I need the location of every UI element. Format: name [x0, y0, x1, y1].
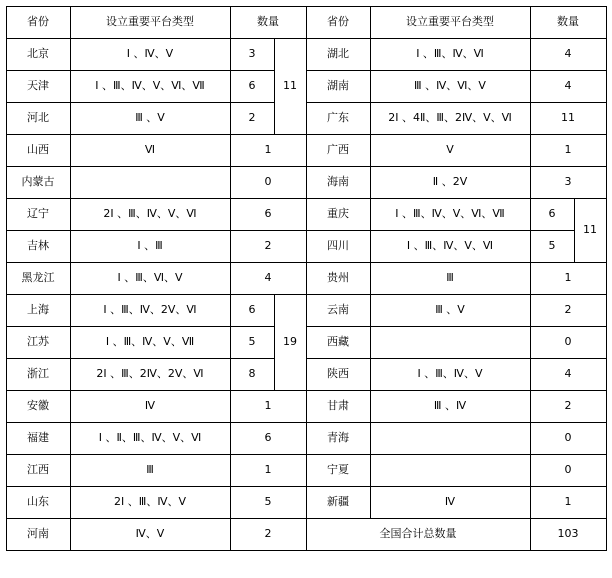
cell-type: Ⅰ 、Ⅲ、Ⅳ、Ⅵ [370, 39, 530, 71]
cell-province: 天津 [6, 71, 70, 103]
cell-type [370, 327, 530, 359]
cell-quantity: 0 [530, 327, 606, 359]
cell-quantity: 1 [530, 487, 606, 519]
cell-quantity: 6 [530, 199, 574, 231]
total-value: 103 [530, 519, 606, 551]
header-province-right: 省份 [306, 7, 370, 39]
cell-group-sum: 11 [574, 199, 606, 263]
header-quantity-right: 数量 [530, 7, 606, 39]
cell-province: 浙江 [6, 359, 70, 391]
cell-quantity: 2 [530, 391, 606, 423]
cell-province: 陕西 [306, 359, 370, 391]
table-row [6, 327, 606, 359]
cell-type: Ⅲ 、Ⅳ、Ⅵ、Ⅴ [370, 71, 530, 103]
cell-type: Ⅰ 、Ⅲ、Ⅳ、Ⅴ、Ⅵ [370, 231, 530, 263]
cell-province: 内蒙古 [6, 167, 70, 199]
table-row [6, 487, 606, 519]
cell-quantity: 2 [530, 295, 606, 327]
cell-quantity: 8 [230, 359, 274, 391]
header-province-left: 省份 [6, 7, 70, 39]
cell-quantity: 1 [530, 263, 606, 295]
cell-quantity: 2 [230, 103, 274, 135]
table-row [6, 231, 606, 263]
cell-province: 广西 [306, 135, 370, 167]
table-row [6, 391, 606, 423]
cell-province: 福建 [6, 423, 70, 455]
cell-province: 江苏 [6, 327, 70, 359]
table-header-row [6, 7, 606, 39]
cell-province: 河北 [6, 103, 70, 135]
cell-group-sum: 19 [274, 295, 306, 391]
table-total-row [6, 519, 606, 551]
cell-type: Ⅲ [70, 455, 230, 487]
cell-quantity: 11 [530, 103, 606, 135]
table-row [6, 359, 606, 391]
cell-province: 广东 [306, 103, 370, 135]
table-row [6, 455, 606, 487]
cell-quantity: 0 [530, 423, 606, 455]
cell-quantity: 0 [230, 167, 306, 199]
cell-type: Ⅳ [70, 391, 230, 423]
cell-quantity: 1 [230, 455, 306, 487]
cell-quantity: 4 [530, 39, 606, 71]
cell-type: 2Ⅰ 、Ⅲ、Ⅳ、Ⅴ [70, 487, 230, 519]
cell-type: 2Ⅰ 、4Ⅱ、Ⅲ、2Ⅳ、Ⅴ、Ⅵ [370, 103, 530, 135]
cell-province: 海南 [306, 167, 370, 199]
cell-quantity: 6 [230, 295, 274, 327]
header-quantity-left: 数量 [230, 7, 306, 39]
cell-type: Ⅰ 、Ⅲ、Ⅳ、Ⅴ、Ⅶ [70, 327, 230, 359]
cell-quantity: 5 [230, 327, 274, 359]
cell-province: 河南 [6, 519, 70, 551]
cell-type: Ⅳ、Ⅴ [70, 519, 230, 551]
cell-type: Ⅰ 、Ⅳ、Ⅴ [70, 39, 230, 71]
cell-quantity: 5 [530, 231, 574, 263]
cell-quantity: 0 [530, 455, 606, 487]
cell-type: Ⅰ 、Ⅱ、Ⅲ、Ⅳ、Ⅴ、Ⅵ [70, 423, 230, 455]
cell-type: Ⅳ [370, 487, 530, 519]
cell-type: Ⅲ [370, 263, 530, 295]
cell-quantity: 1 [230, 391, 306, 423]
cell-type: Ⅰ 、Ⅲ、Ⅳ、Ⅴ、Ⅵ、Ⅶ [70, 71, 230, 103]
cell-group-sum: 11 [274, 39, 306, 135]
cell-type: Ⅰ 、Ⅲ、Ⅳ、Ⅴ、Ⅵ、Ⅶ [370, 199, 530, 231]
cell-province: 青海 [306, 423, 370, 455]
cell-type [70, 167, 230, 199]
cell-type: Ⅵ [70, 135, 230, 167]
table-row [6, 71, 606, 103]
cell-quantity: 2 [230, 231, 306, 263]
cell-province: 四川 [306, 231, 370, 263]
cell-province: 江西 [6, 455, 70, 487]
table-row [6, 423, 606, 455]
cell-province: 北京 [6, 39, 70, 71]
table-row [6, 103, 606, 135]
cell-province: 甘肃 [306, 391, 370, 423]
cell-province: 重庆 [306, 199, 370, 231]
cell-type: Ⅰ 、Ⅲ、Ⅵ、Ⅴ [70, 263, 230, 295]
cell-type: Ⅲ 、Ⅴ [70, 103, 230, 135]
cell-quantity: 2 [230, 519, 306, 551]
cell-province: 上海 [6, 295, 70, 327]
cell-quantity: 6 [230, 199, 306, 231]
platform-statistics-table [6, 6, 607, 551]
cell-province: 山东 [6, 487, 70, 519]
cell-type: 2Ⅰ 、Ⅲ、Ⅳ、Ⅴ、Ⅵ [70, 199, 230, 231]
total-label: 全国合计总数量 [306, 519, 530, 551]
cell-quantity: 6 [230, 71, 274, 103]
cell-province: 辽宁 [6, 199, 70, 231]
cell-province: 黑龙江 [6, 263, 70, 295]
table-row [6, 39, 606, 71]
cell-type: Ⅰ 、Ⅲ [70, 231, 230, 263]
cell-province: 山西 [6, 135, 70, 167]
cell-province: 西藏 [306, 327, 370, 359]
table-row [6, 295, 606, 327]
cell-province: 云南 [306, 295, 370, 327]
cell-province: 宁夏 [306, 455, 370, 487]
table-row [6, 135, 606, 167]
cell-quantity: 1 [230, 135, 306, 167]
cell-type [370, 455, 530, 487]
cell-type: Ⅴ [370, 135, 530, 167]
cell-quantity: 3 [530, 167, 606, 199]
header-type-left: 设立重要平台类型 [70, 7, 230, 39]
cell-province: 贵州 [306, 263, 370, 295]
cell-quantity: 4 [230, 263, 306, 295]
table-row [6, 199, 606, 231]
table-row [6, 167, 606, 199]
cell-type: 2Ⅰ 、Ⅲ、2Ⅳ、2Ⅴ、Ⅵ [70, 359, 230, 391]
cell-type: Ⅲ 、Ⅳ [370, 391, 530, 423]
cell-province: 湖北 [306, 39, 370, 71]
table-row [6, 263, 606, 295]
cell-type [370, 423, 530, 455]
cell-province: 新疆 [306, 487, 370, 519]
cell-type: Ⅰ 、Ⅲ、Ⅳ、Ⅴ [370, 359, 530, 391]
cell-type: Ⅰ 、Ⅲ、Ⅳ、2Ⅴ、Ⅵ [70, 295, 230, 327]
cell-quantity: 5 [230, 487, 306, 519]
cell-quantity: 6 [230, 423, 306, 455]
cell-type: Ⅱ 、2Ⅴ [370, 167, 530, 199]
cell-province: 湖南 [306, 71, 370, 103]
cell-quantity: 4 [530, 71, 606, 103]
cell-type: Ⅲ 、Ⅴ [370, 295, 530, 327]
header-type-right: 设立重要平台类型 [370, 7, 530, 39]
cell-quantity: 1 [530, 135, 606, 167]
cell-province: 吉林 [6, 231, 70, 263]
cell-quantity: 4 [530, 359, 606, 391]
cell-quantity: 3 [230, 39, 274, 71]
cell-province: 安徽 [6, 391, 70, 423]
